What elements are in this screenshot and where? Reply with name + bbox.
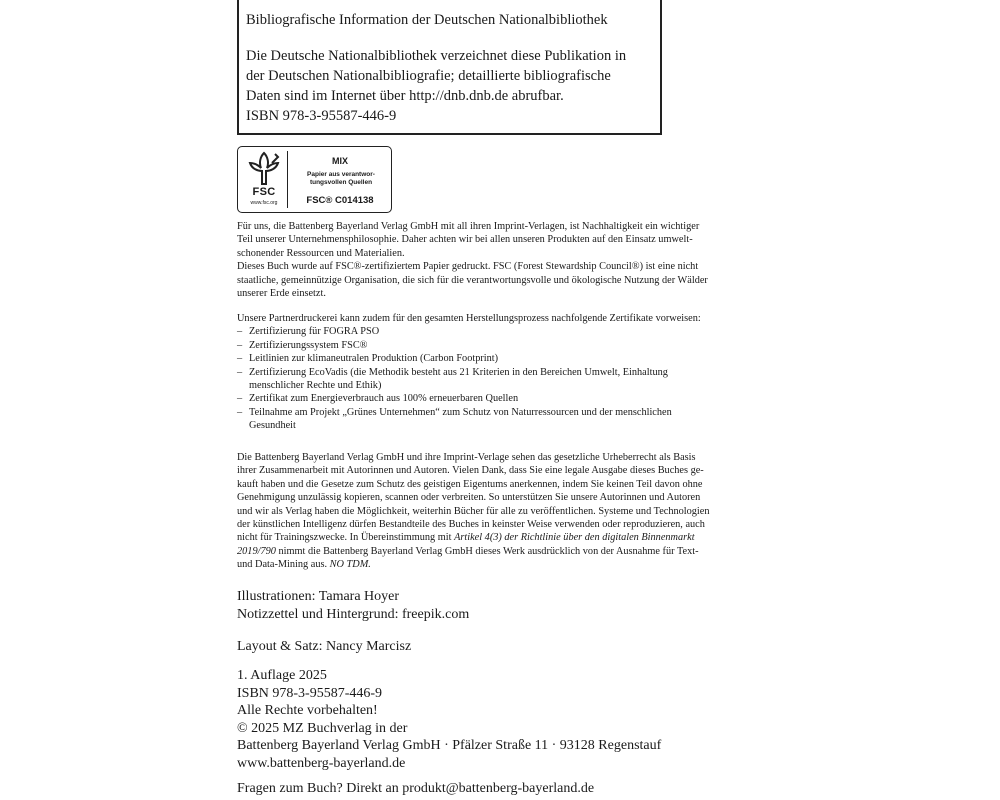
- imprint-website[interactable]: www.battenberg-bayerland.de: [237, 755, 406, 771]
- credits: [237, 588, 797, 623]
- certificates-section: [237, 312, 762, 433]
- list-item: – Zertifizierung EcoVadis (die Methodik besteht aus 21 Kriterien in den Bereichen Umwelt, Einhaltung menschlicher Rechte und Ethik): [237, 366, 668, 392]
- copyright-notice: Die Battenberg Bayerland Verlag GmbH und ihre Imprint-Verlage sehen das gesetzliche Urheberrecht als Basis ihrer Zusammenarbeit mit Autorinnen und Autoren. Vielen Dank, dass Sie eine legale Ausgabe dieses Buches ge- kauft haben und die Gesetze zum Schutz des geistigen Eigentums anerkennen, indem Sie keinen Teil davon ohne Genehmigung unzulässig kopieren, scannen oder verbreiten. So unterstützen Sie unsere Autorinnen und Autoren und wir als Verlag haben die Möglichkeit, weiterhin Bücher für alle zu veröffentlichen. Systeme und Technologien der künstlichen Intelligenz dürfen Bestandteile des Buches in keinster Weise verwenden oder reproduzieren, auch nicht für Trainingszwecke. In Übereinstimmung mit Artikel 4(3) der Richtlinie über den digitalen Binnenmarkt 2019/790 nimmt die Battenberg Bayerland Verlag GmbH dieses Werk ausdrücklich von der Ausnahme für Text- und Data-Mining aus. NO TDM.: [237, 452, 710, 571]
- list-item: – Zertifikat zum Energieverbrauch aus 100% erneuerbaren Quellen: [237, 393, 519, 405]
- biblio-isbn: ISBN 978-3-95587-446-9: [246, 108, 397, 124]
- imprint-rights: Alle Rechte vorbehalten!: [237, 703, 378, 719]
- imprint-copyright: © 2025 MZ Buchverlag in der: [237, 720, 408, 736]
- biblio-line: Die Deutsche Nationalbibliothek verzeichnet diese Publikation in: [246, 48, 627, 64]
- biblio-line: Daten sind im Internet über http://dnb.dnb.de abrufbar.: [246, 88, 564, 104]
- imprint-edition: 1. Auflage 2025: [237, 668, 327, 683]
- biblio-heading: Bibliografische Information der Deutschen Nationalbibliothek: [246, 12, 608, 28]
- fsc-mix: MIX: [331, 156, 348, 166]
- certificates-list: [237, 325, 762, 432]
- fsc-code: FSC® C014138: [306, 195, 374, 206]
- fsc-name: FSC: [252, 186, 276, 198]
- fsc-label: [237, 146, 392, 213]
- list-item: – Teilnahme am Projekt „Grünes Unternehmen“ zum Schutz von Naturressourcen und der menschlichen Gesundheit: [237, 406, 672, 432]
- imprint-publisher: Battenberg Bayerland Verlag GmbH · Pfälzer Straße 11 · 93128 Regenstauf: [237, 738, 662, 754]
- credit-layout: Layout & Satz: Nancy Marcisz: [237, 639, 412, 654]
- imprint: [237, 667, 797, 773]
- list-item: – Zertifizierungssystem FSC®: [237, 339, 368, 351]
- fsc-url: www.fsc.org: [250, 200, 278, 206]
- credit-illustrations: Illustrationen: Tamara Hoyer: [237, 589, 400, 604]
- biblio-line: der Deutschen Nationalbibliografie; detaillierte bibliografische: [246, 68, 611, 84]
- sustainability-text: Für uns, die Battenberg Bayerland Verlag GmbH mit all ihren Imprint-Verlagen, ist Nachhaltigkeit ein wichtiger Teil unserer Unternehmensphilosophie. Daher achten wir bei allen unseren Produkten auf den Einsatz umwelt- schonender Ressourcen und Materialien. Dieses Buch wurde auf FSC®-zertifiziertem Papier gedruckt. FSC (Forest Stewardship Council®) ist eine nicht staatliche, gemeinnützige Organisation, die sich für die verantwortungsvolle und ökologische Nutzung der Wälder unserer Erde einsetzt.: [237, 221, 708, 300]
- credit-notes-background: Notizzettel und Hintergrund: freepik.com: [237, 606, 470, 622]
- certificates-intro: Unsere Partnerdruckerei kann zudem für den gesamten Herstellungsprozess nachfolgende Zertifikate vorweisen:: [237, 313, 701, 324]
- imprint-isbn: ISBN 978-3-95587-446-9: [237, 685, 383, 701]
- fsc-subtitle: Papier aus verantwor- tungsvollen Quellen: [307, 171, 375, 186]
- bibliographic-info-box: [237, 0, 662, 135]
- list-item: – Zertifizierung für FOGRA PSO: [237, 326, 380, 338]
- fsc-tree-icon: [248, 151, 280, 185]
- list-item: – Leitlinien zur klimaneutralen Produktion (Carbon Footprint): [237, 353, 499, 365]
- imprint-contact[interactable]: Fragen zum Buch? Direkt an produkt@battenberg-bayerland.de: [237, 781, 595, 796]
